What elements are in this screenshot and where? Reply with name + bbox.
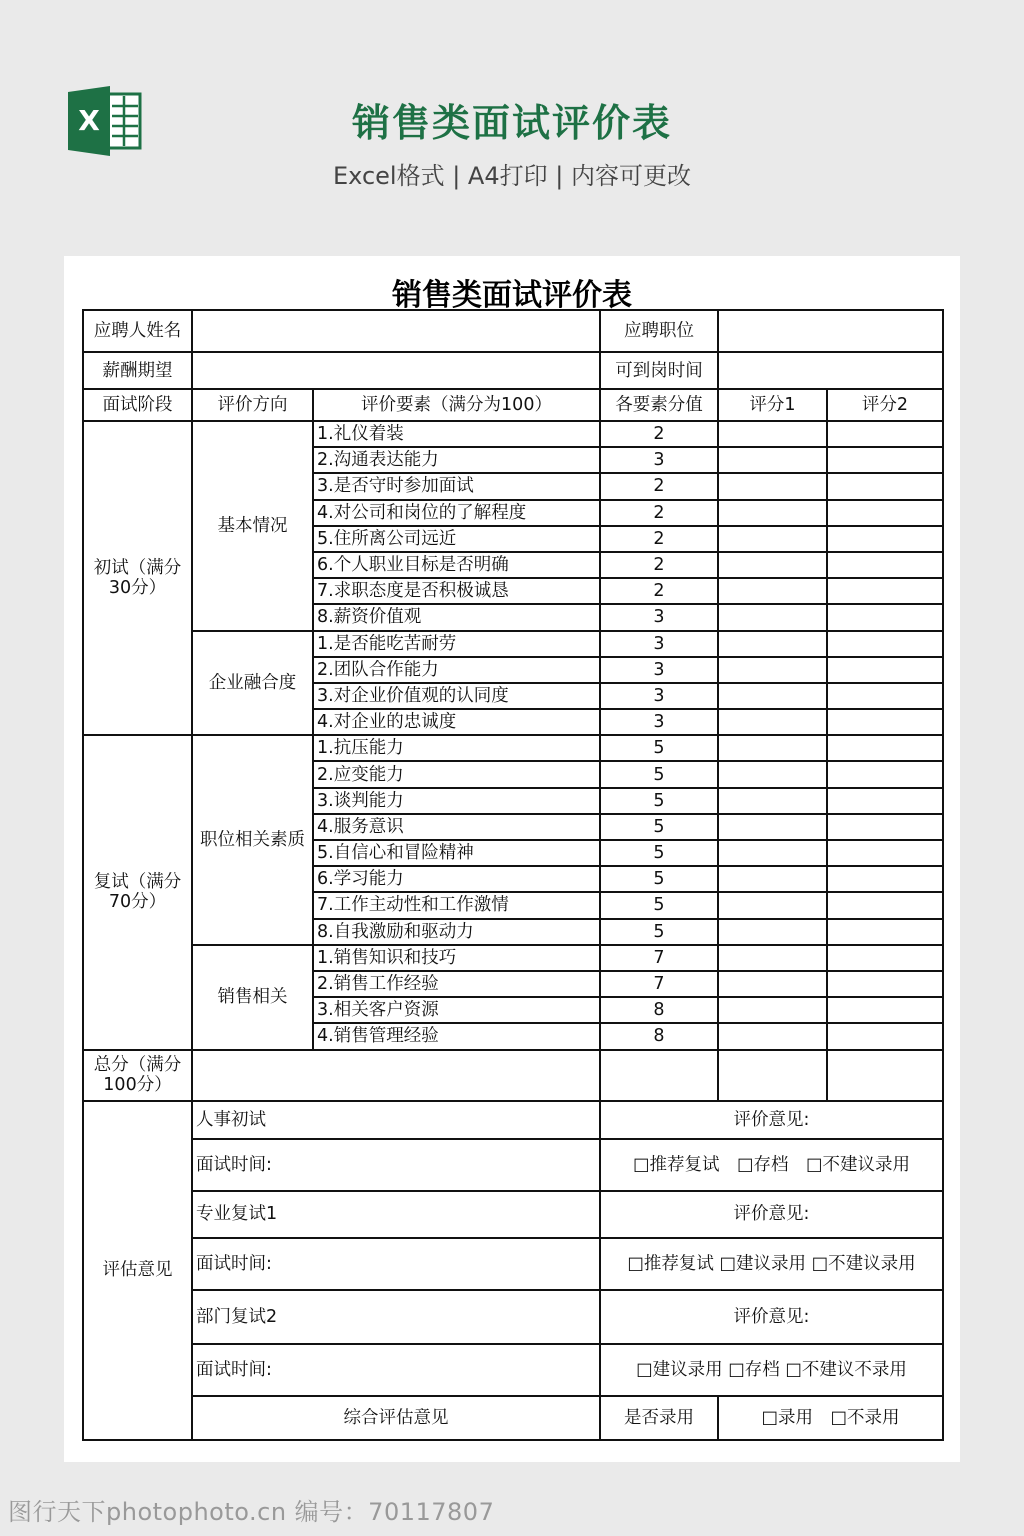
decision-options[interactable]: □推荐复试 □建议录用 □不建议录用 — [600, 1238, 943, 1290]
assessment-label: 评估意见 — [83, 1101, 192, 1440]
comment-label: 评价意见: — [600, 1101, 943, 1139]
score1-cell[interactable] — [718, 945, 827, 971]
salary-cell[interactable] — [192, 352, 600, 389]
start-label: 可到岗时间 — [600, 352, 718, 389]
decision-options[interactable]: □建议录用 □存档 □不建议不录用 — [600, 1344, 943, 1396]
criterion-score: 3 — [600, 657, 718, 683]
score2-cell[interactable] — [827, 631, 943, 657]
name-cell[interactable] — [192, 310, 600, 352]
assessment-row — [83, 1238, 943, 1290]
total-score1-cell[interactable] — [718, 1050, 827, 1101]
interview-time-label: 面试时间: — [192, 1139, 600, 1191]
criterion: 2.沟通表达能力 — [313, 447, 600, 473]
score1-cell[interactable] — [718, 892, 827, 918]
criterion: 1.销售知识和技巧 — [313, 945, 600, 971]
criterion-score: 2 — [600, 526, 718, 552]
final-assessment-row — [83, 1396, 943, 1440]
total-score-cell[interactable] — [600, 1050, 718, 1101]
score1-cell[interactable] — [718, 578, 827, 604]
score2-cell[interactable] — [827, 892, 943, 918]
score1-cell[interactable] — [718, 500, 827, 526]
column-header: 面试阶段 — [83, 389, 192, 421]
criterion: 3.相关客户资源 — [313, 997, 600, 1023]
score2-cell[interactable] — [827, 447, 943, 473]
criterion: 5.住所离公司远近 — [313, 526, 600, 552]
column-header: 评分2 — [827, 389, 943, 421]
table-row — [83, 631, 943, 657]
score2-cell[interactable] — [827, 709, 943, 735]
score1-cell[interactable] — [718, 866, 827, 892]
criterion-score: 5 — [600, 735, 718, 761]
page-subtitle: Excel格式 | A4打印 | 内容可更改 — [333, 162, 691, 190]
criterion: 1.是否能吃苦耐劳 — [313, 631, 600, 657]
criterion: 8.自我激励和驱动力 — [313, 919, 600, 945]
criterion-score: 5 — [600, 892, 718, 918]
criterion: 4.对公司和岗位的了解程度 — [313, 500, 600, 526]
criterion-score: 3 — [600, 447, 718, 473]
column-header: 各要素分值 — [600, 389, 718, 421]
score2-cell[interactable] — [827, 866, 943, 892]
column-header: 评分1 — [718, 389, 827, 421]
criterion-score: 2 — [600, 421, 718, 447]
score2-cell[interactable] — [827, 683, 943, 709]
criterion: 3.谈判能力 — [313, 788, 600, 814]
score2-cell[interactable] — [827, 657, 943, 683]
criterion-score: 3 — [600, 709, 718, 735]
criterion-score: 5 — [600, 788, 718, 814]
criterion: 3.是否守时参加面试 — [313, 473, 600, 499]
score2-cell[interactable] — [827, 971, 943, 997]
info-row — [83, 310, 943, 352]
criterion: 4.销售管理经验 — [313, 1023, 600, 1049]
interview-time-label: 面试时间: — [192, 1344, 600, 1396]
score2-cell[interactable] — [827, 526, 943, 552]
comment-label: 评价意见: — [600, 1191, 943, 1238]
criterion: 7.工作主动性和工作激情 — [313, 892, 600, 918]
svg-text:X: X — [78, 104, 100, 137]
score1-cell[interactable] — [718, 735, 827, 761]
table-row — [83, 421, 943, 447]
criterion-score: 7 — [600, 945, 718, 971]
criterion: 5.自信心和冒险精神 — [313, 840, 600, 866]
score2-cell[interactable] — [827, 814, 943, 840]
criterion-score: 3 — [600, 683, 718, 709]
start-cell[interactable] — [718, 352, 943, 389]
criterion: 7.求职态度是否积极诚恳 — [313, 578, 600, 604]
round-name: 专业复试1 — [192, 1191, 600, 1238]
criterion: 1.抗压能力 — [313, 735, 600, 761]
total-blank — [192, 1050, 600, 1101]
assessment-row — [83, 1290, 943, 1344]
score1-cell[interactable] — [718, 788, 827, 814]
column-header-row — [83, 389, 943, 421]
salary-label: 薪酬期望 — [83, 352, 192, 389]
assessment-row — [83, 1191, 943, 1238]
hire-options[interactable]: □录用 □不录用 — [718, 1396, 943, 1440]
criterion-score: 2 — [600, 473, 718, 499]
criterion-score: 5 — [600, 840, 718, 866]
sheet-title: 销售类面试评价表 — [392, 278, 632, 313]
score2-cell[interactable] — [827, 997, 943, 1023]
sheet-preview — [64, 256, 960, 1462]
score1-cell[interactable] — [718, 526, 827, 552]
hero-header — [0, 0, 1024, 240]
group-label: 销售相关 — [192, 945, 313, 1050]
name-label: 应聘人姓名 — [83, 310, 192, 352]
score1-cell[interactable] — [718, 1023, 827, 1049]
group-label: 企业融合度 — [192, 631, 313, 736]
score2-cell[interactable] — [827, 552, 943, 578]
criterion: 8.薪资价值观 — [313, 604, 600, 630]
criterion-score: 2 — [600, 500, 718, 526]
criterion: 6.个人职业目标是否明确 — [313, 552, 600, 578]
watermark: 图行天下photophoto.cn 编号：70117807 — [8, 1498, 495, 1526]
page-title: 销售类面试评价表 — [351, 101, 672, 145]
evaluation-table — [82, 309, 944, 1441]
score2-cell[interactable] — [827, 761, 943, 787]
total-score2-cell[interactable] — [827, 1050, 943, 1101]
table-row — [83, 945, 943, 971]
stage-label: 初试（满分30分） — [83, 421, 192, 735]
score1-cell[interactable] — [718, 421, 827, 447]
criterion: 2.应变能力 — [313, 761, 600, 787]
round-name: 部门复试2 — [192, 1290, 600, 1344]
score2-cell[interactable] — [827, 735, 943, 761]
criterion-score: 5 — [600, 866, 718, 892]
score1-cell[interactable] — [718, 473, 827, 499]
round-name: 人事初试 — [192, 1101, 600, 1139]
criterion-score: 7 — [600, 971, 718, 997]
criterion-score: 2 — [600, 578, 718, 604]
score1-cell[interactable] — [718, 552, 827, 578]
column-header: 评价要素（满分为100） — [313, 389, 600, 421]
criterion: 4.对企业的忠诚度 — [313, 709, 600, 735]
score2-cell[interactable] — [827, 788, 943, 814]
criterion-score: 3 — [600, 604, 718, 630]
score2-cell[interactable] — [827, 945, 943, 971]
criterion: 2.团队合作能力 — [313, 657, 600, 683]
score2-cell[interactable] — [827, 604, 943, 630]
score1-cell[interactable] — [718, 761, 827, 787]
score2-cell[interactable] — [827, 919, 943, 945]
assessment-row — [83, 1101, 943, 1139]
score1-cell[interactable] — [718, 657, 827, 683]
score1-cell[interactable] — [718, 604, 827, 630]
score1-cell[interactable] — [718, 447, 827, 473]
score2-cell[interactable] — [827, 1023, 943, 1049]
interview-time-label: 面试时间: — [192, 1238, 600, 1290]
criterion-score: 2 — [600, 552, 718, 578]
decision-options[interactable]: □推荐复试 □存档 □不建议录用 — [600, 1139, 943, 1191]
position-label: 应聘职位 — [600, 310, 718, 352]
score2-cell[interactable] — [827, 840, 943, 866]
score1-cell[interactable] — [718, 919, 827, 945]
criterion: 2.销售工作经验 — [313, 971, 600, 997]
criterion: 1.礼仪着装 — [313, 421, 600, 447]
score2-cell[interactable] — [827, 500, 943, 526]
info-row — [83, 352, 943, 389]
total-row — [83, 1050, 943, 1101]
final-assessment-label: 综合评估意见 — [192, 1396, 600, 1440]
table-row — [83, 735, 943, 761]
position-cell[interactable] — [718, 310, 943, 352]
group-label: 职位相关素质 — [192, 735, 313, 945]
criterion: 6.学习能力 — [313, 866, 600, 892]
score1-cell[interactable] — [718, 971, 827, 997]
score1-cell[interactable] — [718, 631, 827, 657]
total-label: 总分（满分100分） — [83, 1050, 192, 1101]
score2-cell[interactable] — [827, 473, 943, 499]
assessment-row — [83, 1139, 943, 1191]
criterion-score: 5 — [600, 814, 718, 840]
criterion-score: 3 — [600, 631, 718, 657]
score1-cell[interactable] — [718, 997, 827, 1023]
hire-label: 是否录用 — [600, 1396, 718, 1440]
criterion: 4.服务意识 — [313, 814, 600, 840]
stage-label: 复试（满分70分） — [83, 735, 192, 1049]
criterion-score: 8 — [600, 1023, 718, 1049]
score1-cell[interactable] — [718, 840, 827, 866]
comment-label: 评价意见: — [600, 1290, 943, 1344]
column-header: 评价方向 — [192, 389, 313, 421]
criterion-score: 8 — [600, 997, 718, 1023]
score2-cell[interactable] — [827, 421, 943, 447]
score1-cell[interactable] — [718, 683, 827, 709]
group-label: 基本情况 — [192, 421, 313, 631]
criterion-score: 5 — [600, 761, 718, 787]
score1-cell[interactable] — [718, 709, 827, 735]
criterion: 3.对企业价值观的认同度 — [313, 683, 600, 709]
score1-cell[interactable] — [718, 814, 827, 840]
score2-cell[interactable] — [827, 578, 943, 604]
criterion-score: 5 — [600, 919, 718, 945]
assessment-row — [83, 1344, 943, 1396]
